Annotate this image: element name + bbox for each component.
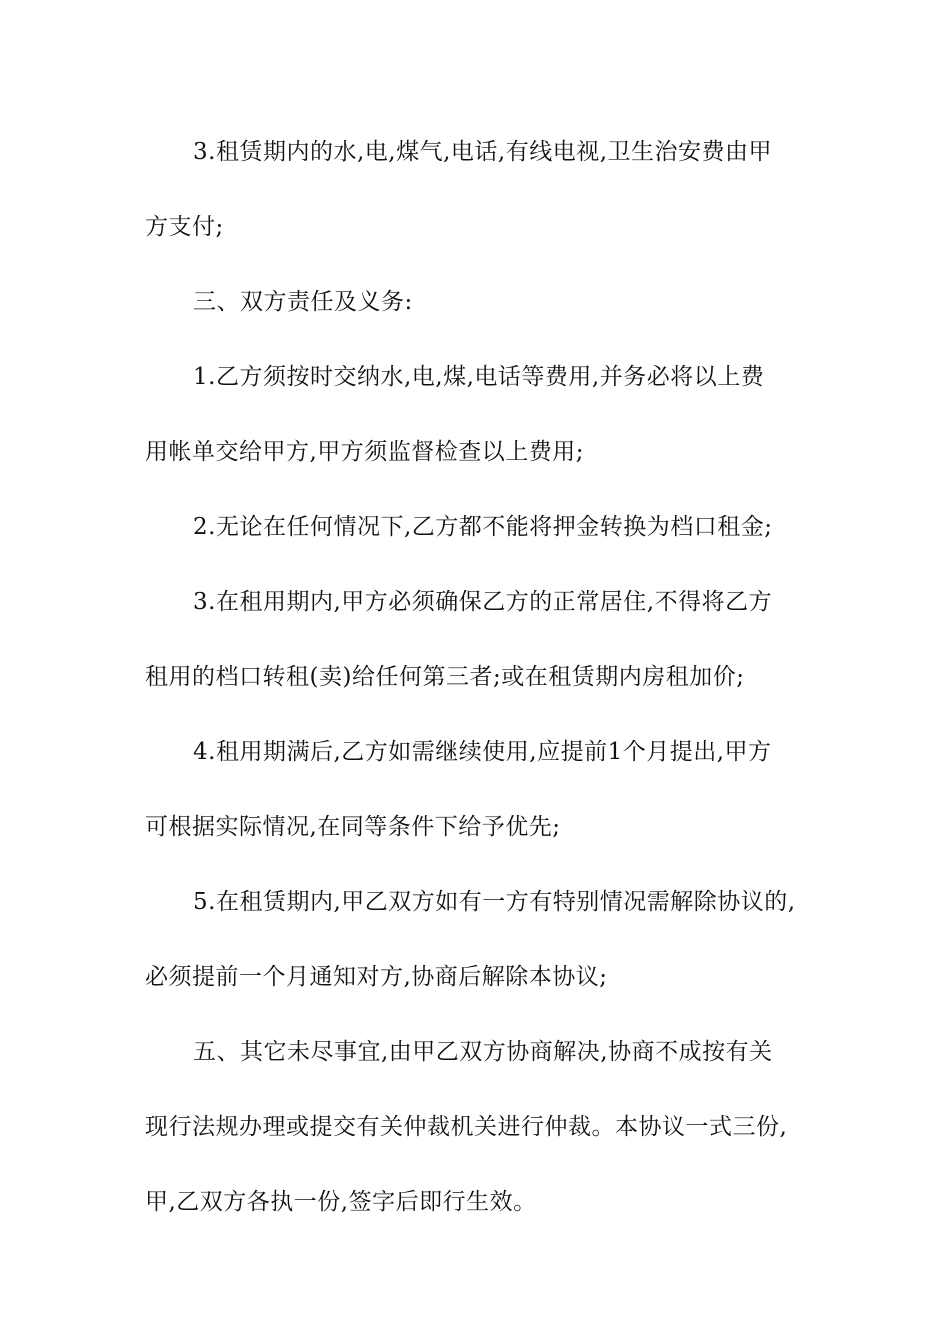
paragraph-3-utilities-line-1: 3.租赁期内的水,电,煤气,电话,有线电视,卫生治安费由甲 <box>193 139 772 165</box>
clause-1-line-2: 用帐单交给甲方,甲方须监督检查以上费用; <box>145 439 585 465</box>
clause-5-line-2: 必须提前一个月通知对方,协商后解除本协议; <box>145 964 608 990</box>
clause-4-line-1: 4.租用期满后,乙方如需继续使用,应提前1个月提出,甲方 <box>193 739 772 765</box>
clause-4-line-2: 可根据实际情况,在同等条件下给予优先; <box>145 814 561 840</box>
clause-1-line-1: 1.乙方须按时交纳水,电,煤,电话等费用,并务必将以上费 <box>193 364 765 390</box>
section-heading-responsibilities: 三、双方责任及义务: <box>193 289 413 315</box>
clause-2-line-1: 2.无论在任何情况下,乙方都不能将押金转换为档口租金; <box>193 514 773 540</box>
clause-5-line-1: 5.在租赁期内,甲乙双方如有一方有特别情况需解除协议的, <box>193 889 796 915</box>
section-5-line-3: 甲,乙双方各执一份,签字后即行生效。 <box>145 1189 537 1215</box>
section-5-line-2: 现行法规办理或提交有关仲裁机关进行仲裁。本协议一式三份, <box>145 1114 788 1140</box>
paragraph-3-utilities-line-2: 方支付; <box>145 214 224 240</box>
clause-3-line-1: 3.在租用期内,甲方必须确保乙方的正常居住,不得将乙方 <box>193 589 773 615</box>
clause-3-line-2: 租用的档口转租(卖)给任何第三者;或在租赁期内房租加价; <box>145 664 745 690</box>
section-5-line-1: 五、其它未尽事宜,由甲乙双方协商解决,协商不成按有关 <box>193 1039 773 1065</box>
